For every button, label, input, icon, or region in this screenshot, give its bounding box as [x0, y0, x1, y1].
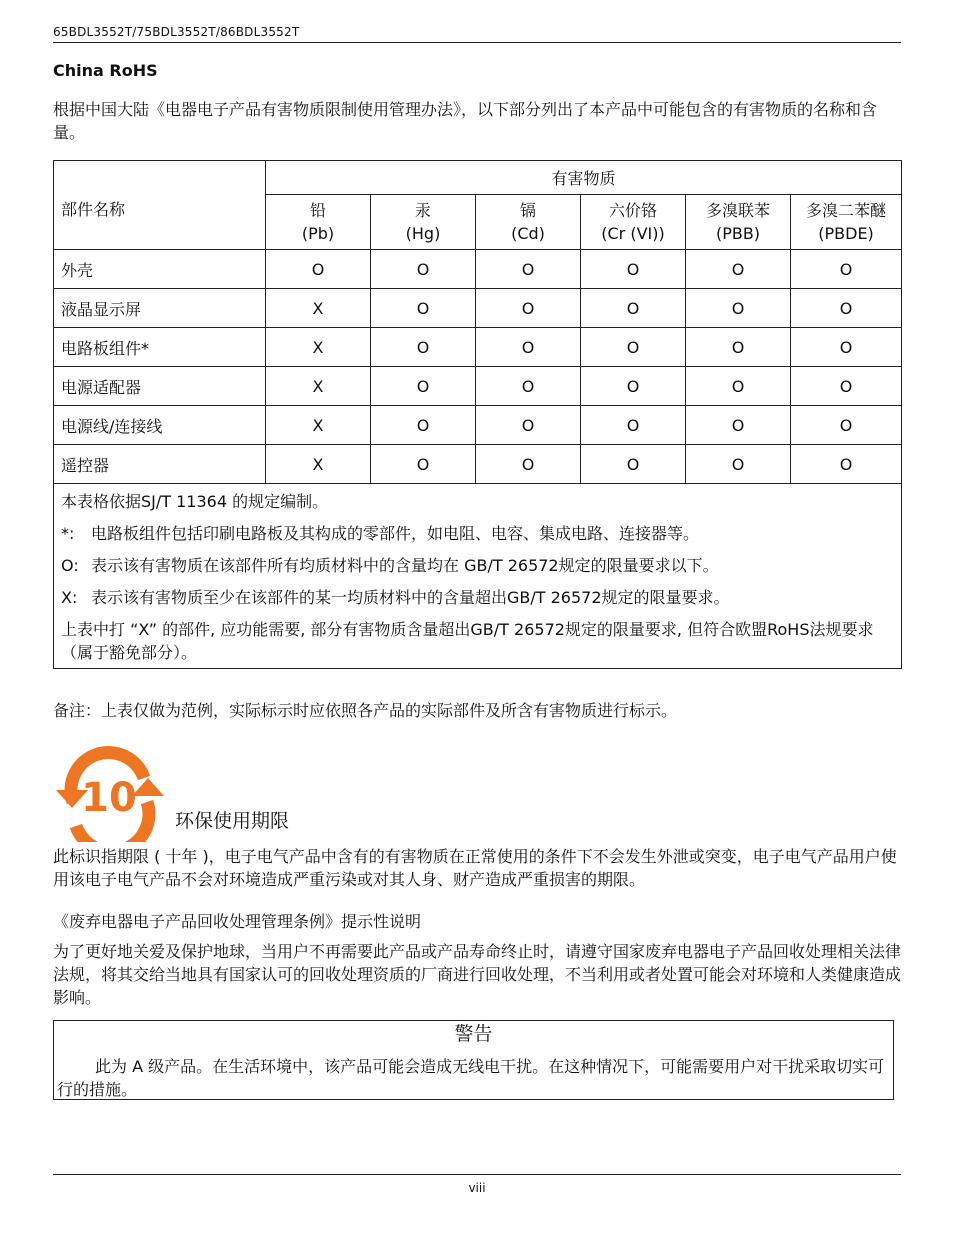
table-row	[54, 328, 902, 367]
note-basis: 本表格依据SJ/T 11364 的规定编制。	[61, 492, 329, 511]
substance-mark: O	[791, 289, 902, 328]
section-title: China RoHS	[53, 61, 158, 80]
weee-title: 《废弃电器电子产品回收处理管理条例》提示性说明	[53, 912, 422, 931]
substance-mark: O	[581, 289, 686, 328]
substance-mark: O	[476, 289, 581, 328]
warning-box	[53, 1020, 894, 1100]
substance-mark: O	[581, 406, 686, 445]
substance-mark: O	[371, 445, 476, 484]
substance-mark: O	[686, 445, 791, 484]
substance-mark: O	[581, 367, 686, 406]
part-name: 液晶显示屏	[54, 289, 266, 328]
substance-header: 多溴二苯醚 (PBDE)	[791, 195, 902, 250]
substance-mark: O	[371, 367, 476, 406]
substance-mark: O	[791, 328, 902, 367]
hazardous-substances-header: 有害物质	[266, 161, 902, 195]
substance-mark: X	[266, 367, 371, 406]
substance-mark: O	[371, 406, 476, 445]
substance-mark: O	[791, 445, 902, 484]
header-divider	[53, 42, 901, 43]
table-row	[54, 445, 902, 484]
substance-mark: O	[476, 328, 581, 367]
part-name: 外壳	[54, 250, 266, 289]
substance-mark: O	[581, 250, 686, 289]
part-name: 电路板组件*	[54, 328, 266, 367]
substance-mark: O	[476, 367, 581, 406]
table-notes-row	[54, 484, 902, 669]
substance-mark: O	[476, 250, 581, 289]
substance-mark: O	[371, 328, 476, 367]
remark-text: 备注：上表仅做为范例，实际标示时应依照各产品的实际部件及所含有害物质进行标示。	[53, 701, 678, 720]
substance-mark: O	[686, 289, 791, 328]
substance-mark: X	[266, 445, 371, 484]
table-notes	[54, 484, 902, 669]
substance-mark: O	[266, 250, 371, 289]
note-star: *: 电路板组件包括印刷电路板及其构成的零部件，如电阻、电容、集成电路、连接器等。	[61, 524, 700, 543]
substance-mark: O	[686, 250, 791, 289]
substance-mark: O	[686, 328, 791, 367]
substance-mark: O	[686, 406, 791, 445]
part-name: 电源线/连接线	[54, 406, 266, 445]
substance-mark: O	[371, 289, 476, 328]
substance-mark: X	[266, 406, 371, 445]
substance-mark: X	[266, 289, 371, 328]
table-header-row	[54, 161, 902, 195]
substance-header: 六价铬 (Cr (VI))	[581, 195, 686, 250]
substance-mark: O	[686, 367, 791, 406]
warning-text: 此为 A 级产品。在生活环境中，该产品可能会造成无线电干扰。在这种情况下，可能需要用户对干扰采取切实可行的措施。	[57, 1057, 885, 1099]
table-row	[54, 289, 902, 328]
note-x: X: 表示该有害物质至少在该部件的某一均质材料中的含量超出GB/T 26572规定的限量要求。	[61, 588, 730, 607]
substance-header: 汞 (Hg)	[371, 195, 476, 250]
logo-number: 10	[81, 775, 137, 821]
substance-header: 多溴联苯 (PBB)	[686, 195, 791, 250]
substance-mark: O	[791, 250, 902, 289]
eco-period-description: 此标识指期限 ( 十年 )，电子电气产品中含有的有害物质在正常使用的条件下不会发生外泄或突变，电子电气产品用户使用该电子电气产品不会对环境造成严重污染或对其人身、财产造成严重损害的期限。	[53, 847, 897, 889]
eco-period-label: 环保使用期限	[175, 810, 290, 832]
substance-mark: O	[371, 250, 476, 289]
substance-mark: O	[791, 367, 902, 406]
intro-paragraph: 根据中国大陆《电器电子产品有害物质限制使用管理办法》，以下部分列出了本产品中可能包含的有害物质的名称和含量。	[53, 100, 878, 142]
part-name: 电源适配器	[54, 367, 266, 406]
table-row	[54, 250, 902, 289]
substance-mark: O	[581, 445, 686, 484]
note-o: O: 表示该有害物质在该部件所有均质材料中的含量均在 GB/T 26572规定的限量要求以下。	[61, 556, 719, 575]
weee-description: 为了更好地关爱及保护地球，当用户不再需要此产品或产品寿命终止时，请遵守国家废弃电器电子产品回收处理相关法律法规，将其交给当地具有国家认可的回收处理资质的厂商进行回收处理，不当利用或者处置可能会对环境和人类健康造成影响。	[53, 942, 902, 1007]
substance-mark: X	[266, 328, 371, 367]
substance-mark: O	[476, 445, 581, 484]
page-number: viii	[468, 1181, 486, 1195]
substance-mark: O	[791, 406, 902, 445]
part-name-header: 部件名称	[54, 161, 266, 250]
substance-header: 镉 (Cd)	[476, 195, 581, 250]
note-exemption: 上表中打 “X” 的部件, 应功能需要, 部分有害物质含量超出GB/T 26572规定的限量要求, 但符合欧盟RoHS法规要求（属于豁免部分）。	[61, 620, 874, 662]
substance-mark: O	[581, 328, 686, 367]
warning-title: 警告	[454, 1023, 493, 1045]
part-name: 遥控器	[54, 445, 266, 484]
substance-mark: O	[476, 406, 581, 445]
table-row	[54, 367, 902, 406]
document-header-model: 65BDL3552T/75BDL3552T/86BDL3552T	[53, 25, 300, 39]
substance-header: 铅 (Pb)	[266, 195, 371, 250]
rohs-table	[53, 160, 902, 669]
environment-protection-period-logo	[54, 746, 166, 842]
footer-divider	[53, 1174, 901, 1175]
table-row	[54, 406, 902, 445]
